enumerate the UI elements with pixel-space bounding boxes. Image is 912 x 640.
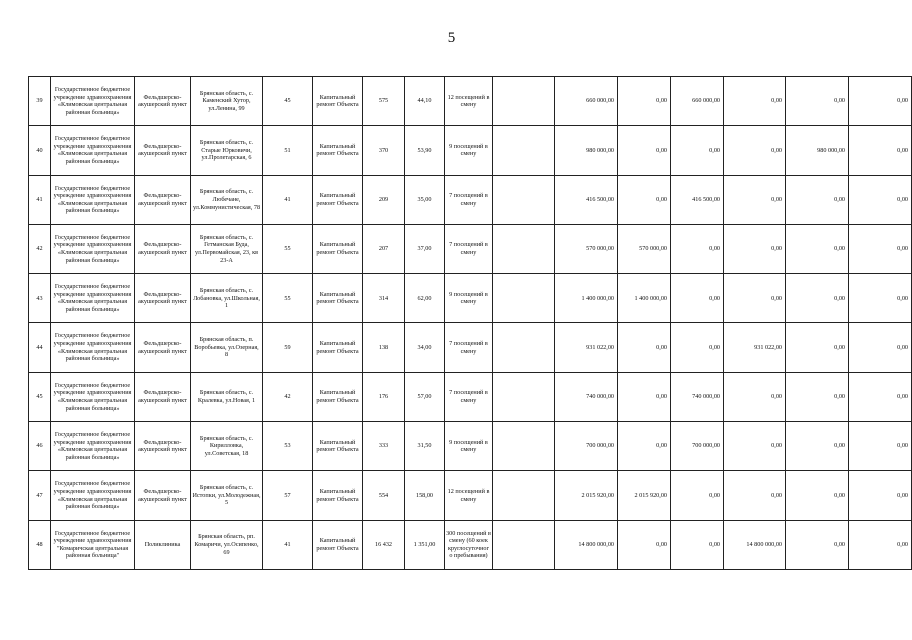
- org-name: Государственное бюджетное учреждение здравоохранения «Климовская центральная районная больница»: [51, 224, 135, 273]
- work-type: Капитальный ремонт Объекта: [313, 520, 363, 569]
- facility-type: Фельдшерско-акушерский пункт: [135, 274, 191, 323]
- address: Брянская область, с. Каменский Хутор, ул.Ленина, 99: [191, 77, 263, 126]
- amount-year-5: 0,00: [849, 323, 912, 372]
- row-number: 43: [29, 274, 51, 323]
- facility-type: Фельдшерско-акушерский пункт: [135, 422, 191, 471]
- cost: 1 351,00: [405, 520, 445, 569]
- total-amount: 14 800 000,00: [555, 520, 618, 569]
- total-amount: 660 000,00: [555, 77, 618, 126]
- table-row: [29, 471, 912, 520]
- amount-year-2: 0,00: [671, 126, 724, 175]
- facilities-table: [28, 76, 912, 570]
- cost: 158,00: [405, 471, 445, 520]
- work-type: Капитальный ремонт Объекта: [313, 175, 363, 224]
- distance: 55: [263, 274, 313, 323]
- table-row: [29, 422, 912, 471]
- facility-type: Фельдшерско-акушерский пункт: [135, 372, 191, 421]
- area: 16 432: [363, 520, 405, 569]
- empty-cell: [493, 422, 555, 471]
- org-name: Государственное бюджетное учреждение здравоохранения «Климовская центральная районная больница»: [51, 175, 135, 224]
- amount-year-4: 0,00: [786, 77, 849, 126]
- empty-cell: [493, 471, 555, 520]
- work-type: Капитальный ремонт Объекта: [313, 471, 363, 520]
- table-row: [29, 274, 912, 323]
- org-name: Государственное бюджетное учреждение здравоохранения «Климовская центральная районная больница»: [51, 126, 135, 175]
- address: Брянская область, п. Воробьевка, ул.Озерная, 8: [191, 323, 263, 372]
- table-row: [29, 224, 912, 273]
- amount-year-4: 0,00: [786, 175, 849, 224]
- amount-year-4: 0,00: [786, 422, 849, 471]
- amount-year-4: 0,00: [786, 372, 849, 421]
- address: Брянская область, с. Старые Юрковичи, ул.Пролетарская, 6: [191, 126, 263, 175]
- distance: 42: [263, 372, 313, 421]
- cost: 44,10: [405, 77, 445, 126]
- amount-year-1: 0,00: [618, 422, 671, 471]
- capacity: 7 посещений в смену: [445, 323, 493, 372]
- amount-year-4: 0,00: [786, 471, 849, 520]
- distance: 59: [263, 323, 313, 372]
- area: 207: [363, 224, 405, 273]
- address: Брянская область, с. Кирилловка, ул.Советская, 18: [191, 422, 263, 471]
- amount-year-3: 0,00: [724, 77, 786, 126]
- work-type: Капитальный ремонт Объекта: [313, 372, 363, 421]
- capacity: 7 посещений в смену: [445, 175, 493, 224]
- capacity: 300 посещений в смену (60 коек круглосуточног о пребывания): [445, 520, 493, 569]
- address: Брянская область, с. Истопки, ул.Молодежная, 5: [191, 471, 263, 520]
- amount-year-2: 0,00: [671, 471, 724, 520]
- empty-cell: [493, 274, 555, 323]
- distance: 45: [263, 77, 313, 126]
- amount-year-1: 2 015 920,00: [618, 471, 671, 520]
- row-number: 42: [29, 224, 51, 273]
- amount-year-4: 0,00: [786, 520, 849, 569]
- work-type: Капитальный ремонт Объекта: [313, 323, 363, 372]
- row-number: 39: [29, 77, 51, 126]
- amount-year-1: 0,00: [618, 520, 671, 569]
- amount-year-3: 0,00: [724, 224, 786, 273]
- amount-year-3: 0,00: [724, 422, 786, 471]
- facility-type: Фельдшерско-акушерский пункт: [135, 126, 191, 175]
- distance: 41: [263, 175, 313, 224]
- row-number: 47: [29, 471, 51, 520]
- table-row: [29, 126, 912, 175]
- amount-year-4: 980 000,00: [786, 126, 849, 175]
- row-number: 44: [29, 323, 51, 372]
- amount-year-2: 416 500,00: [671, 175, 724, 224]
- amount-year-3: 0,00: [724, 175, 786, 224]
- table-row: [29, 323, 912, 372]
- org-name: Государственное бюджетное учреждение здравоохранения «Климовская центральная районная больница»: [51, 323, 135, 372]
- amount-year-5: 0,00: [849, 520, 912, 569]
- amount-year-2: 0,00: [671, 274, 724, 323]
- address: Брянская область, с. Гетманская Буда, ул.Первомайская, 23, кв 23-А: [191, 224, 263, 273]
- amount-year-4: 0,00: [786, 224, 849, 273]
- org-name: Государственное бюджетное учреждение здравоохранения "Комаричская центральная районная больница": [51, 520, 135, 569]
- distance: 41: [263, 520, 313, 569]
- amount-year-1: 0,00: [618, 175, 671, 224]
- address: Брянская область, с. Любечане, ул.Коммунистическая, 78: [191, 175, 263, 224]
- amount-year-5: 0,00: [849, 175, 912, 224]
- capacity: 12 посещений в смену: [445, 471, 493, 520]
- work-type: Капитальный ремонт Объекта: [313, 422, 363, 471]
- empty-cell: [493, 175, 555, 224]
- amount-year-2: 0,00: [671, 323, 724, 372]
- org-name: Государственное бюджетное учреждение здравоохранения «Климовская центральная районная больница»: [51, 372, 135, 421]
- total-amount: 700 000,00: [555, 422, 618, 471]
- row-number: 48: [29, 520, 51, 569]
- empty-cell: [493, 77, 555, 126]
- amount-year-4: 0,00: [786, 274, 849, 323]
- amount-year-1: 0,00: [618, 323, 671, 372]
- capacity: 9 посещений в смену: [445, 126, 493, 175]
- amount-year-2: 700 000,00: [671, 422, 724, 471]
- work-type: Капитальный ремонт Объекта: [313, 126, 363, 175]
- amount-year-3: 931 022,00: [724, 323, 786, 372]
- empty-cell: [493, 126, 555, 175]
- amount-year-5: 0,00: [849, 422, 912, 471]
- amount-year-3: 0,00: [724, 126, 786, 175]
- address: Брянская область, с. Кралевка, ул.Новая, 1: [191, 372, 263, 421]
- capacity: 7 посещений в смену: [445, 224, 493, 273]
- distance: 57: [263, 471, 313, 520]
- area: 370: [363, 126, 405, 175]
- facility-type: Поликлиника: [135, 520, 191, 569]
- row-number: 45: [29, 372, 51, 421]
- area: 554: [363, 471, 405, 520]
- cost: 35,00: [405, 175, 445, 224]
- amount-year-3: 0,00: [724, 372, 786, 421]
- distance: 53: [263, 422, 313, 471]
- table-row: [29, 520, 912, 569]
- work-type: Капитальный ремонт Объекта: [313, 77, 363, 126]
- facility-type: Фельдшерско-акушерский пункт: [135, 224, 191, 273]
- table-row: [29, 372, 912, 421]
- amount-year-1: 1 400 000,00: [618, 274, 671, 323]
- table-row: [29, 175, 912, 224]
- work-type: Капитальный ремонт Объекта: [313, 224, 363, 273]
- page-number: 5: [447, 30, 456, 46]
- total-amount: 1 400 000,00: [555, 274, 618, 323]
- amount-year-2: 0,00: [671, 520, 724, 569]
- amount-year-4: 0,00: [786, 323, 849, 372]
- amount-year-3: 0,00: [724, 471, 786, 520]
- facility-type: Фельдшерско-акушерский пункт: [135, 471, 191, 520]
- org-name: Государственное бюджетное учреждение здравоохранения «Климовская центральная районная больница»: [51, 77, 135, 126]
- row-number: 40: [29, 126, 51, 175]
- area: 333: [363, 422, 405, 471]
- facility-type: Фельдшерско-акушерский пункт: [135, 77, 191, 126]
- total-amount: 416 500,00: [555, 175, 618, 224]
- capacity: 7 посещений в смену: [445, 372, 493, 421]
- facility-type: Фельдшерско-акушерский пункт: [135, 323, 191, 372]
- capacity: 12 посещений в смену: [445, 77, 493, 126]
- amount-year-1: 0,00: [618, 126, 671, 175]
- org-name: Государственное бюджетное учреждение здравоохранения «Климовская центральная районная больница»: [51, 274, 135, 323]
- capacity: 9 посещений в смену: [445, 274, 493, 323]
- amount-year-5: 0,00: [849, 372, 912, 421]
- table-body: [29, 77, 912, 570]
- amount-year-2: 740 000,00: [671, 372, 724, 421]
- cost: 62,00: [405, 274, 445, 323]
- area: 314: [363, 274, 405, 323]
- table-row: [29, 77, 912, 126]
- facility-type: Фельдшерско-акушерский пункт: [135, 175, 191, 224]
- amount-year-2: 0,00: [671, 224, 724, 273]
- org-name: Государственное бюджетное учреждение здравоохранения «Климовская центральная районная больница»: [51, 422, 135, 471]
- area: 176: [363, 372, 405, 421]
- amount-year-5: 0,00: [849, 77, 912, 126]
- distance: 55: [263, 224, 313, 273]
- cost: 53,90: [405, 126, 445, 175]
- cost: 57,00: [405, 372, 445, 421]
- address: Брянская область, с. Лобановка, ул.Школьная, 1: [191, 274, 263, 323]
- cost: 34,00: [405, 323, 445, 372]
- row-number: 41: [29, 175, 51, 224]
- amount-year-1: 570 000,00: [618, 224, 671, 273]
- empty-cell: [493, 323, 555, 372]
- total-amount: 570 000,00: [555, 224, 618, 273]
- amount-year-5: 0,00: [849, 224, 912, 273]
- work-type: Капитальный ремонт Объекта: [313, 274, 363, 323]
- cost: 31,50: [405, 422, 445, 471]
- org-name: Государственное бюджетное учреждение здравоохранения «Климовская центральная районная больница»: [51, 471, 135, 520]
- empty-cell: [493, 224, 555, 273]
- distance: 51: [263, 126, 313, 175]
- total-amount: 931 022,00: [555, 323, 618, 372]
- area: 209: [363, 175, 405, 224]
- amount-year-1: 0,00: [618, 77, 671, 126]
- amount-year-5: 0,00: [849, 126, 912, 175]
- amount-year-5: 0,00: [849, 471, 912, 520]
- amount-year-5: 0,00: [849, 274, 912, 323]
- amount-year-2: 660 000,00: [671, 77, 724, 126]
- capacity: 9 посещений в смену: [445, 422, 493, 471]
- total-amount: 740 000,00: [555, 372, 618, 421]
- area: 575: [363, 77, 405, 126]
- total-amount: 2 015 920,00: [555, 471, 618, 520]
- address: Брянская область, рп. Комаричи, ул.Осипенко, 69: [191, 520, 263, 569]
- amount-year-3: 14 800 000,00: [724, 520, 786, 569]
- cost: 37,00: [405, 224, 445, 273]
- empty-cell: [493, 372, 555, 421]
- empty-cell: [493, 520, 555, 569]
- row-number: 46: [29, 422, 51, 471]
- amount-year-3: 0,00: [724, 274, 786, 323]
- amount-year-1: 0,00: [618, 372, 671, 421]
- area: 138: [363, 323, 405, 372]
- total-amount: 980 000,00: [555, 126, 618, 175]
